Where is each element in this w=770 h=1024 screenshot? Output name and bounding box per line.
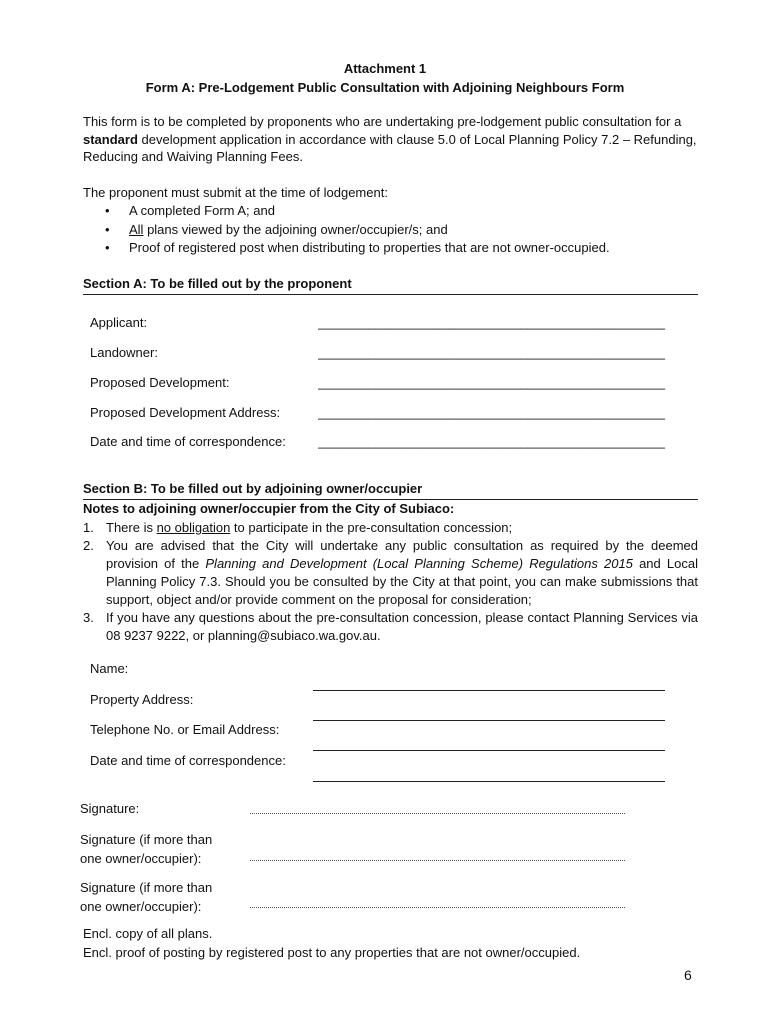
requirements-list — [83, 202, 703, 258]
intro-bold-word: standard — [83, 131, 138, 147]
signature-3-label-line: Signature (if more than — [80, 880, 213, 895]
section-b-date-time-field[interactable] — [313, 781, 665, 782]
section-b-heading: Section B: To be filled out by adjoining owner/occupier — [83, 481, 423, 496]
attachment-label: Attachment 1 — [343, 61, 427, 76]
note-text: If you have any questions about the pre-consultation concession, please contact Planning Services via 08 9237 9222, or planning@subiaco.wa.gov.au. — [106, 610, 698, 643]
note-text: to participate in the pre-consultation concession; — [230, 520, 513, 535]
note-underlined-text: no obligation — [156, 520, 231, 535]
note-number: 2. — [83, 538, 94, 553]
requirement-item: • Proof of registered post when distributing to properties that are not owner-occupied. — [83, 239, 703, 258]
requirement-item — [83, 221, 703, 240]
signature-field[interactable] — [250, 813, 625, 814]
note-text: You are advised that the City will undertake any public consultation as required by the deemed provision of the — [106, 538, 698, 571]
section-b-date-time-label: Date and time of correspondence: — [90, 753, 286, 768]
name-field[interactable] — [313, 690, 665, 691]
requirement-item-text: plans viewed by the adjoining owner/occupier/s; and — [143, 221, 448, 237]
applicant-field[interactable]: ________________________________________________ — [318, 315, 666, 330]
landowner-label: Landowner: — [90, 345, 158, 360]
applicant-label: Applicant: — [90, 315, 148, 330]
page-number: 6 — [684, 967, 692, 983]
signature-2-label-line: Signature (if more than — [80, 832, 213, 847]
note-item — [83, 537, 698, 609]
note-italic-text: Planning and Development (Local Planning Scheme) Regulations 2015 — [205, 556, 633, 571]
note-text: and Local Planning Policy 7.3. Should you be consulted by the City at that point, you can make submissions that support, object and/or provide comment on the proposal for consideration; — [106, 556, 698, 607]
requirement-underlined-word: All — [129, 221, 144, 237]
section-a-date-time-label: Date and time of correspondence: — [90, 434, 286, 449]
proposed-development-address-field[interactable]: ________________________________________________ — [318, 405, 666, 420]
proposed-development-label: Proposed Development: — [90, 375, 230, 390]
requirement-item: • A completed Form A; and — [83, 202, 703, 221]
proposed-development-address-label: Proposed Development Address: — [90, 405, 281, 420]
telephone-email-label: Telephone No. or Email Address: — [90, 722, 280, 737]
signature-2-label-line: one owner/occupier): — [80, 851, 202, 866]
proposed-development-field[interactable]: ________________________________________________ — [318, 375, 666, 390]
note-number: 3. — [83, 610, 94, 625]
signature-3-label-line: one owner/occupier): — [80, 899, 202, 914]
signature-3-label — [80, 878, 212, 916]
name-label: Name: — [90, 661, 129, 676]
property-address-field[interactable] — [313, 720, 665, 721]
section-b-rule — [83, 499, 698, 500]
section-a-heading: Section A: To be filled out by the proponent — [83, 276, 352, 291]
property-address-label: Property Address: — [90, 692, 194, 707]
section-a-date-time-field[interactable]: ________________________________________________ — [318, 434, 666, 449]
signature-2-field[interactable] — [250, 860, 625, 861]
enclosures — [83, 925, 580, 962]
section-a-rule — [83, 294, 698, 295]
signature-3-field[interactable] — [250, 907, 625, 908]
requirements-lead: The proponent must submit at the time of lodgement: — [83, 185, 388, 200]
signature-label: Signature: — [80, 801, 140, 816]
notes-list — [83, 519, 698, 645]
telephone-email-field[interactable] — [313, 750, 665, 751]
signature-2-label — [80, 830, 212, 868]
notes-heading: Notes to adjoining owner/occupier from the City of Subiaco: — [83, 501, 455, 516]
note-item — [83, 519, 698, 537]
intro-text-1: This form is to be completed by proponents who are undertaking pre-lodgement public consultation for a — [83, 114, 682, 129]
landowner-field[interactable]: ________________________________________________ — [318, 345, 666, 360]
note-number: 1. — [83, 520, 94, 535]
enclosure-line: Encl. proof of posting by registered post to any properties that are not owner/occupied. — [83, 944, 581, 960]
form-title: Form A: Pre-Lodgement Public Consultation with Adjoining Neighbours Form — [145, 80, 625, 95]
note-item — [83, 609, 698, 645]
enclosure-line: Encl. copy of all plans. — [83, 926, 213, 941]
note-text: There is — [106, 520, 157, 535]
intro-paragraph — [83, 113, 703, 166]
intro-text-2: development application in accordance with clause 5.0 of Local Planning Policy 7.2 – Refunding, Reducing and Waiving Planning Fees. — [83, 131, 697, 164]
